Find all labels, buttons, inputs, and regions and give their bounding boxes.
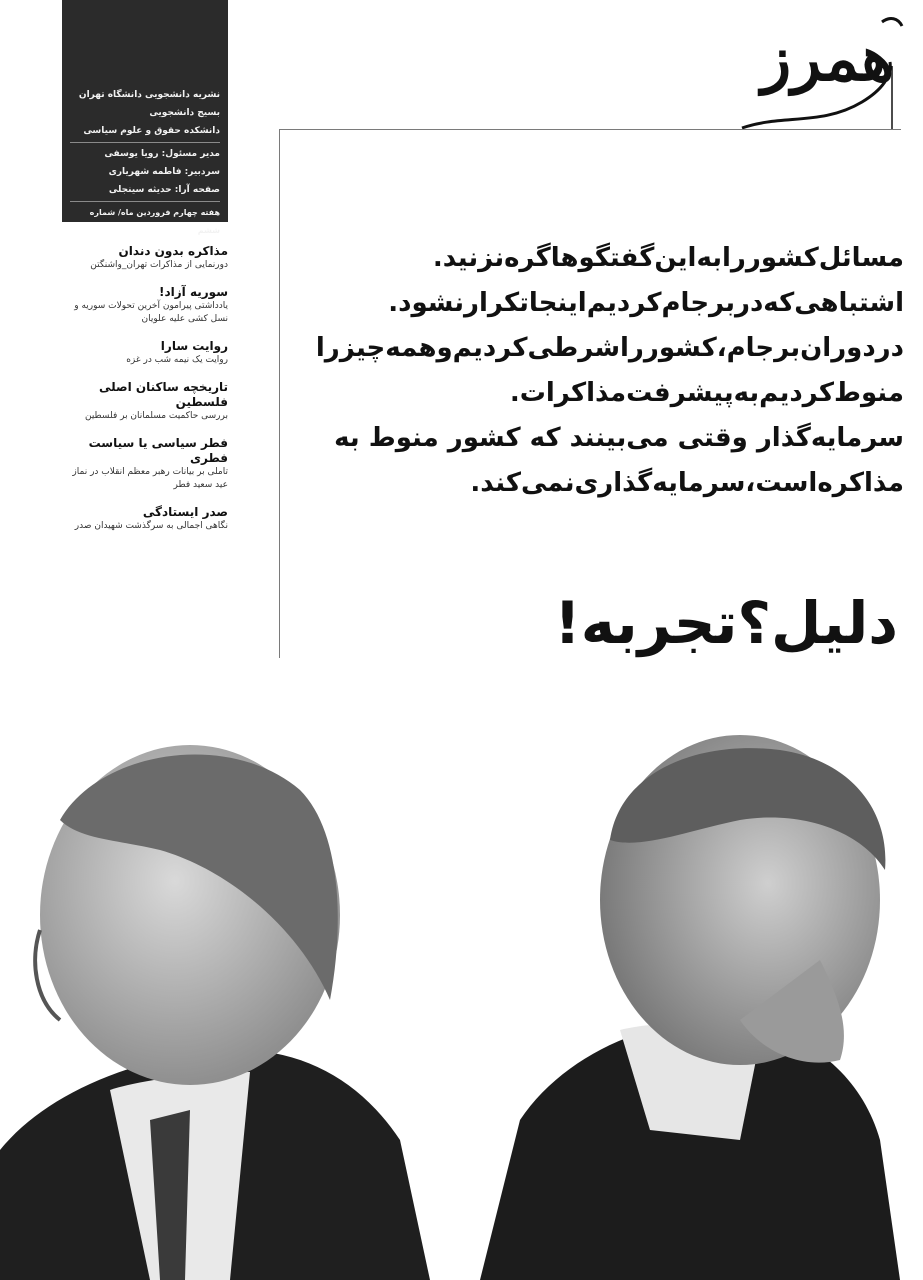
masthead-line: دانشکده حقوق و علوم سیاسی xyxy=(83,126,220,136)
masthead-line: بسیج دانشجویی xyxy=(149,108,220,118)
masthead-staff: سردبیر: فاطمه شهریاری xyxy=(108,167,220,177)
quote-line: سرمایه‌گذار وقتی می‌بینند که کشور منوط به xyxy=(334,423,904,453)
cover-photo xyxy=(0,700,923,1280)
publication-logo xyxy=(732,6,912,132)
toc-desc: تاملی بر بیانات رهبر معظم انقلاب در نماز عید سعید فطر xyxy=(72,467,228,490)
lead-quote xyxy=(300,236,904,506)
toc-desc: دورنمایی از مذاکرات تهران_واشنگتن xyxy=(90,260,228,270)
column-divider xyxy=(279,130,280,658)
toc-item[interactable] xyxy=(62,244,228,272)
toc-title: فطر سیاسی یا سیاست فطری xyxy=(88,436,228,465)
masthead-box xyxy=(62,0,228,235)
quote-line: اشتباهی‌که‌در‌برجام‌کردیم‌اینجا‌تکرار‌نشود. xyxy=(388,288,904,318)
masthead-staff: مدیر مسئول: رویا یوسفی xyxy=(104,149,220,159)
masthead-divider xyxy=(70,142,220,143)
toc-title: مذاکره بدون دندان xyxy=(118,244,228,258)
toc-item[interactable] xyxy=(62,285,228,326)
headline: دلیل؟تجربه! xyxy=(554,589,898,657)
masthead-staff: صفحه آرا: حدیثه سینجلی xyxy=(108,185,220,195)
issue-info: هفته چهارم فروردین ماه/ شماره ششم xyxy=(89,208,220,235)
quote-line: مسائل‌کشور‌را‌به‌این‌گفتگو‌ها‌گره‌نزنید. xyxy=(432,243,904,273)
quote-line: در‌دوران‌برجام،‌کشور‌را‌شرطی‌کردیم‌و‌همه‌چیز‌را xyxy=(315,333,904,363)
toc-desc: یادداشتی پیرامون آخرین تحولات سوریه و نسل کشی علیه علویان xyxy=(74,301,228,324)
header-rule xyxy=(279,129,901,130)
toc-item[interactable] xyxy=(62,436,228,492)
toc-desc: نگاهی اجمالی به سرگذشت شهیدان صدر xyxy=(74,521,228,531)
toc-desc: بررسی حاکمیت مسلمانان بر فلسطین xyxy=(84,411,228,421)
toc-item[interactable] xyxy=(62,380,228,423)
toc-item[interactable] xyxy=(62,505,228,533)
table-of-contents xyxy=(62,244,228,546)
toc-desc: روایت یک نیمه شب در غزه xyxy=(126,355,228,365)
logo-wordmark: همرز xyxy=(761,22,894,95)
quote-line: مذاکره‌است،‌سرمایه‌گذاری‌نمی‌کند. xyxy=(470,468,904,498)
toc-title: تاریخچه ساکنان اصلی فلسطین xyxy=(98,380,228,409)
toc-title: روایت سارا xyxy=(160,339,228,353)
masthead-divider xyxy=(70,201,220,202)
toc-item[interactable] xyxy=(62,339,228,367)
toc-title: صدر ایستادگی xyxy=(142,505,228,519)
toc-title: سوریه آزاد! xyxy=(159,285,228,299)
masthead-line: نشریه دانشجویی دانشگاه تهران xyxy=(78,90,220,100)
quote-line: منوط‌کردیم‌به‌پیشرفت‌مذاکرات. xyxy=(509,378,904,408)
two-officials-photo-icon xyxy=(0,700,923,1280)
